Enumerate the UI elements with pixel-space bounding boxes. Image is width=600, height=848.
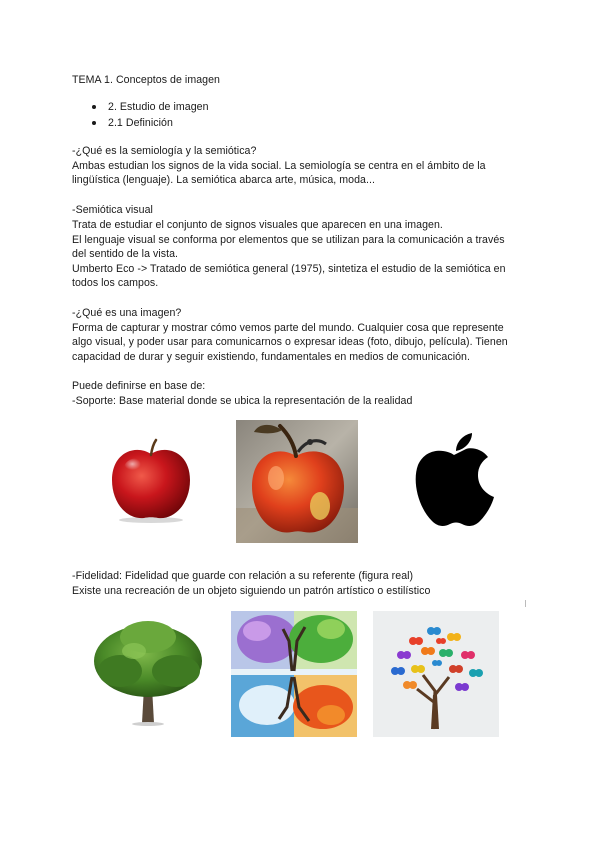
- bullet-item: 2.1 Definición: [108, 117, 173, 129]
- illustration-butterfly-tree: [373, 611, 499, 737]
- paragraph-line: lingüística (lenguaje). La semiótica abarca arte, música, moda...: [72, 174, 375, 186]
- paragraph-line: Trata de estudiar el conjunto de signos visuales que aparecen en una imagen.: [72, 219, 443, 231]
- paragraph-line: Umberto Eco -> Tratado de semiótica general (1975), sintetiza el estudio de la semiótica en: [72, 263, 506, 275]
- bullet-marker: [92, 105, 96, 109]
- bullet-marker: [92, 121, 96, 125]
- painting-four-seasons-tree: [231, 611, 357, 737]
- photo-red-apple: [108, 438, 194, 524]
- apple-logo: [414, 431, 496, 529]
- paragraph-line: El lenguaje visual se conforma por elementos que se utilizan para la comunicación a través: [72, 234, 505, 246]
- page-title: TEMA 1. Conceptos de imagen: [72, 74, 220, 86]
- paragraph-line: Existe una recreación de un objeto siguiendo un patrón artístico o estilístico: [72, 585, 431, 597]
- paragraph-line: Ambas estudian los signos de la vida social. La semiología se centra en el ámbito de la: [72, 160, 486, 172]
- paragraph-line: algo visual, y poder usar para comunicarnos o expresar ideas (foto, dibujo, película). Tienen: [72, 336, 508, 348]
- page-edge-mark: [525, 600, 526, 607]
- section-heading-imagen: -¿Qué es una imagen?: [72, 307, 182, 319]
- paragraph-line: Forma de capturar y mostrar cómo vemos parte del mundo. Cualquier cosa que represente: [72, 322, 504, 334]
- section-heading-semiologia: -¿Qué es la semiología y la semiótica?: [72, 145, 257, 157]
- paragraph-line: todos los campos.: [72, 277, 159, 289]
- bullet-item: 2. Estudio de imagen: [108, 101, 209, 113]
- painting-apple: [236, 420, 358, 543]
- paragraph-line: capacidad de durar y seguir existiendo, fundamentales en medios de comunicación.: [72, 351, 470, 363]
- paragraph-line: Puede definirse en base de:: [72, 380, 206, 392]
- paragraph-line: del sentido de la vista.: [72, 248, 179, 260]
- photo-tree: [90, 617, 208, 727]
- paragraph-line: -Soporte: Base material donde se ubica la representación de la realidad: [72, 395, 413, 407]
- paragraph-line: -Fidelidad: Fidelidad que guarde con relación a su referente (figura real): [72, 570, 414, 582]
- section-heading-semiotica-visual: -Semiótica visual: [72, 204, 153, 216]
